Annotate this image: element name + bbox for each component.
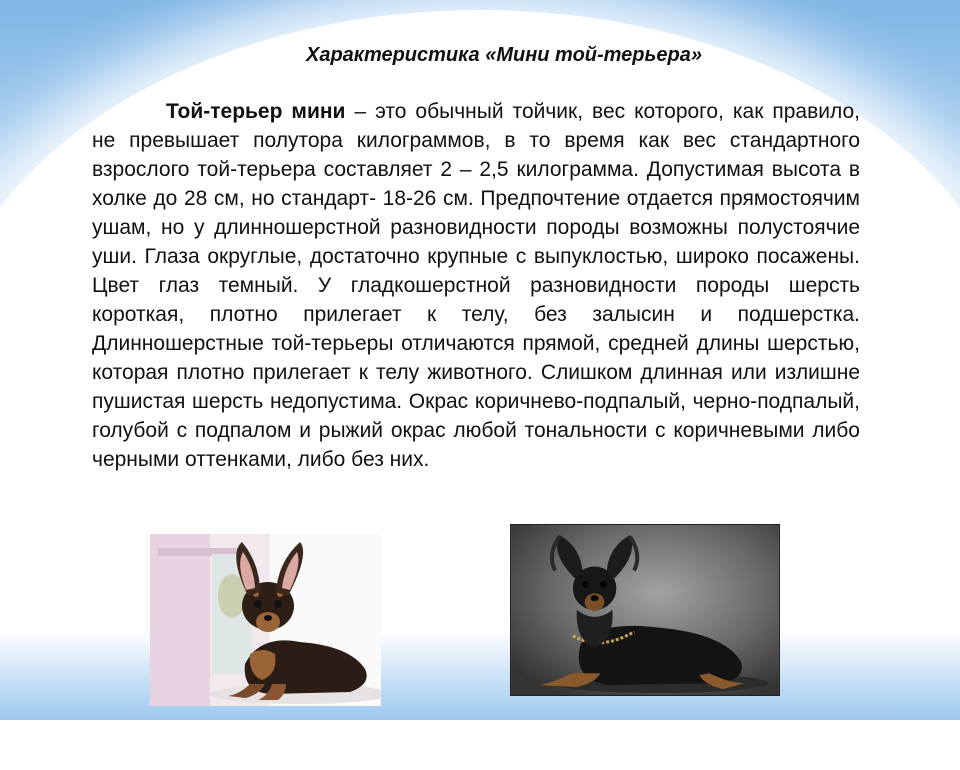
smooth-coat-toy-terrier-photo-icon — [150, 534, 381, 706]
photo-longhair-toy-terrier — [510, 524, 780, 696]
slide-title: Характеристика «Мини той-терьера» — [306, 44, 702, 66]
paragraph-text: – это обычный тойчик, вес которого, как правило, не превышает полутора килограммов, в то время как вес стандартного взрослого той-терьера составляет 2 – 2,5 килограмма. Допустимая высота в холке до 28 см, но стандарт- 18-26 см. Предпочтение отдается прямостоячим ушам, но у длинношерстной разновидности породы возможны полустоячие уши. Глаза округлые, достаточно крупные с выпуклостью, широко посажены. Цвет глаз темный. У гладкошерстной разновидности породы шерсть короткая, плотно прилегает к телу, без залысин и подшерстка. Длинношерстные той-терьеры отличаются прямой, средней длины шерстью, которая плотно прилегает к телу животного. Слишком длинная или излишне пушистая шерсть недопустима. Окрас коричнево-подпалый, черно-подпалый, голубой с подпалом и рыжий окрас любой тональности с коричневыми либо черными оттенками, либо без них. — [92, 100, 860, 471]
background-bottom-band — [0, 630, 960, 720]
photo-smooth-toy-terrier — [150, 534, 381, 706]
body-paragraph — [92, 97, 860, 474]
body-text — [92, 97, 860, 474]
long-coat-toy-terrier-photo-icon — [511, 525, 779, 695]
lead-term: Той-терьер мини — [166, 100, 346, 123]
